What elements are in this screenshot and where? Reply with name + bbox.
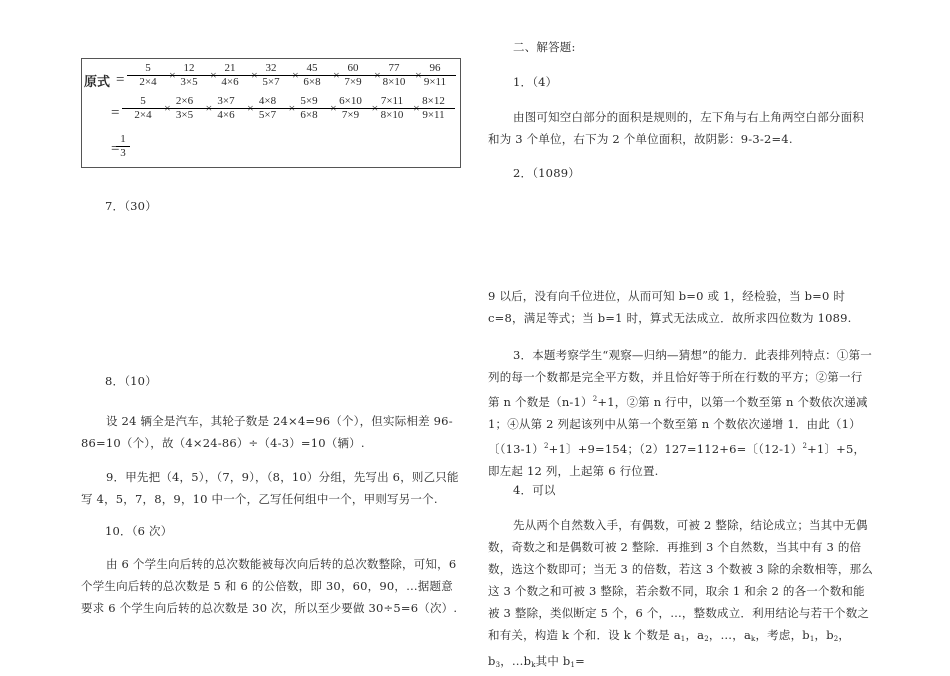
fraction-numerator: 45 xyxy=(291,62,333,76)
answer-3-text: 3．本题考察学生“观察—归纳—猜想”的能力．此表排列特点：①第一列的每一个数都是完全平方数，并且恰好等于所在行数的平方；②第一行第 n 个数是（n-1） xyxy=(488,348,872,409)
fraction-denominator: 9×11 xyxy=(422,109,445,121)
answer-3-text: +1〕+5，即左起 12 列，上起第 6 行位置. xyxy=(488,441,866,478)
fraction-denominator: 6×8 xyxy=(300,109,318,121)
formula-fraction xyxy=(332,62,374,89)
answer-10-explanation: 由 6 个学生向后转的总次数能被每次向后转的总次数整除，可知，6 个学生向后转的总次数是 5 和 6 的公倍数，即 30，60，90，…据题意要求 6 个学生向后转的总次数是 30 次，所以至少要做 30÷5=6（次）. xyxy=(81,557,458,615)
fraction-denominator: 7×9 xyxy=(344,76,362,88)
answer-3-text: +1〕+9=154；（2）127=112+6=〔（12-1） xyxy=(548,441,803,456)
formula-fraction xyxy=(413,95,455,122)
formula-fraction xyxy=(250,62,292,89)
fraction-denominator: 3×5 xyxy=(175,109,194,121)
times-sign: × xyxy=(288,101,296,115)
answer-4-explanation: 先从两个自然数入手，有偶数，可被 2 整除，结论成立；当其中无偶数，奇数之和是偶数可被 2 整除．再推到 3 个自然数，当其中有 3 的倍数，选这个数即可；当无 3 的倍数，若这 3 个数被 3 除的余数相等，那么这 3 个数之和可被 3 整除，若余数不同，取余 1 和余 2 的各一个数和能被 3 整除，类似断定 5 个，6 个，…，整数成立．利用结论与若干个数之和有关，构造 k 个和．设 k 个数是 $a_1$，$a_2$，…，$a_k$，考虑，$b_1$，$b_2$，$b_3$，$\dots b_k$其中 $b_1=$ xyxy=(488,518,873,669)
times-sign: × xyxy=(169,68,176,82)
formula-fraction xyxy=(168,62,210,89)
formula-fraction xyxy=(164,95,206,122)
times-sign: × xyxy=(415,68,422,82)
formula-image xyxy=(81,58,461,168)
fraction-denominator: 4×6 xyxy=(221,76,239,88)
fraction-numerator: 32 xyxy=(250,62,292,76)
fraction-denominator: 3×5 xyxy=(180,76,198,88)
formula-fraction xyxy=(247,95,289,122)
fraction-denominator: 7×9 xyxy=(341,109,360,121)
equals-sign: = xyxy=(111,105,120,121)
answer-1-explanation: 由图可知空白部分的面积是规则的，左下角与右上角两空白部分面积和为 3 个单位，右下为 2 个单位面积，故阴影：9-3-2=4. xyxy=(488,110,864,146)
times-sign: × xyxy=(371,101,379,115)
formula-fraction xyxy=(127,62,169,89)
answer-1: 1．（4） xyxy=(513,75,558,89)
fraction-denominator: 8×10 xyxy=(380,109,404,121)
fraction-denominator: 4×6 xyxy=(217,109,235,121)
fraction-denominator: 6×8 xyxy=(303,76,321,88)
result-fraction xyxy=(116,133,130,160)
fraction-numerator: 60 xyxy=(332,62,374,76)
fraction-numerator: 5 xyxy=(127,62,169,76)
superscript: 2 xyxy=(592,395,598,403)
formula-fraction xyxy=(414,62,456,89)
answer-2: 2．（1089） xyxy=(513,166,580,180)
formula-fraction xyxy=(288,95,330,122)
answer-10: 10．（6 次） xyxy=(105,524,173,538)
fraction-numerator: 5 xyxy=(122,95,164,109)
fraction-denominator: 5×7 xyxy=(258,109,277,121)
times-sign: × xyxy=(205,101,213,115)
answer-2-explanation: 9 以后，没有向千位进位，从而可知 b=0 或 1，经检验，当 b=0 时 c=8，满足等式；当 b=1 时，算式无法成立．故所求四位数为 1089. xyxy=(488,289,852,325)
answer-9: 9．甲先把（4，5），（7，9），（8，10）分组，先写出 6，则乙只能写 4，5，7，8，9，10 中一个，乙写任何组中一个，甲则写另一个. xyxy=(81,470,459,506)
formula-fraction xyxy=(291,62,333,89)
answer-8: 8．（10） xyxy=(105,374,157,388)
answer-8-explanation: 设 24 辆全是汽车，其轮子数是 24×4=96（个），但实际相差 96-86=10（个），故（4×24-86）÷（4-3）=10（辆）. xyxy=(81,414,453,450)
superscript: 2 xyxy=(802,441,808,450)
fraction-denominator: 5×7 xyxy=(262,76,280,88)
answer-4-text: = xyxy=(575,654,585,668)
fraction-denominator: 2×4 xyxy=(139,76,157,88)
fraction-numerator: 96 xyxy=(414,62,456,76)
fraction-numerator: 21 xyxy=(209,62,251,76)
formula-fraction xyxy=(373,62,415,89)
times-sign: × xyxy=(413,101,420,115)
section-heading: 二、解答题: xyxy=(513,40,576,54)
formula-fraction xyxy=(330,95,372,122)
fraction-numerator: 7×11 xyxy=(371,95,413,109)
fraction-denominator: 3 xyxy=(120,147,126,159)
fraction-numerator: 3×7 xyxy=(205,95,247,109)
answer-7: 7．（30） xyxy=(105,199,157,213)
times-sign: × xyxy=(374,68,381,82)
times-sign: × xyxy=(210,68,217,82)
fraction-numerator: 2×6 xyxy=(164,95,206,109)
times-sign: × xyxy=(164,101,171,115)
fraction-denominator: 9×11 xyxy=(423,76,447,88)
answer-4-text: ，考虑，b xyxy=(755,628,810,642)
fraction-numerator: 12 xyxy=(168,62,210,76)
fraction-numerator: 8×12 xyxy=(413,95,455,109)
answer-4-text: 其中 b xyxy=(535,654,571,668)
formula-label: 原式 xyxy=(84,75,111,90)
answer-3 xyxy=(488,344,873,482)
formula-fraction xyxy=(371,95,413,122)
superscript: 2 xyxy=(544,441,549,450)
fraction-numerator: 6×10 xyxy=(330,95,372,109)
fraction-numerator: 1 xyxy=(116,133,130,147)
fraction-denominator: 2×4 xyxy=(134,109,152,121)
fraction-numerator: 4×8 xyxy=(247,95,289,109)
fraction-numerator: 77 xyxy=(373,62,415,76)
times-sign: × xyxy=(247,101,254,115)
formula-fraction xyxy=(205,95,247,122)
answer-4-text: 先从两个自然数入手，有偶数，可被 2 整除，结论成立；当其中无偶数，奇数之和是偶数可被 2 整除．再推到 3 个自然数，当其中有 3 的倍数，选这个数即可；当无 3 的倍数，若这 3 个数被 3 除的余数相等，那么这 3 个数之和可被 3 整除，若余数不同，取余 1 和余 2 的各一个数和能被 3 整除，类似断定 5 个，6 个，…，整数成立．利用结论与若干个数之和有关，构造 k 个和．设 k 个数是 a xyxy=(488,518,873,642)
times-sign: × xyxy=(251,68,258,82)
answer-3-text: +1，②第 n 行中，以第一个数至第 n 个数依次递减 1；④从第 2 列起该列中从第一个数至第 n 个数依次递增 1．由此（1）〔（13-1） xyxy=(488,394,868,456)
times-sign: × xyxy=(330,101,337,115)
formula-fraction xyxy=(122,95,164,122)
answer-4: 4．可以 xyxy=(513,483,556,497)
equals-sign: = xyxy=(111,141,120,157)
formula-fraction xyxy=(209,62,251,89)
fraction-denominator: 8×10 xyxy=(382,76,406,88)
times-sign: × xyxy=(333,68,340,82)
equals-sign: = xyxy=(116,72,125,88)
fraction-numerator: 5×9 xyxy=(288,95,330,109)
times-sign: × xyxy=(292,68,299,82)
